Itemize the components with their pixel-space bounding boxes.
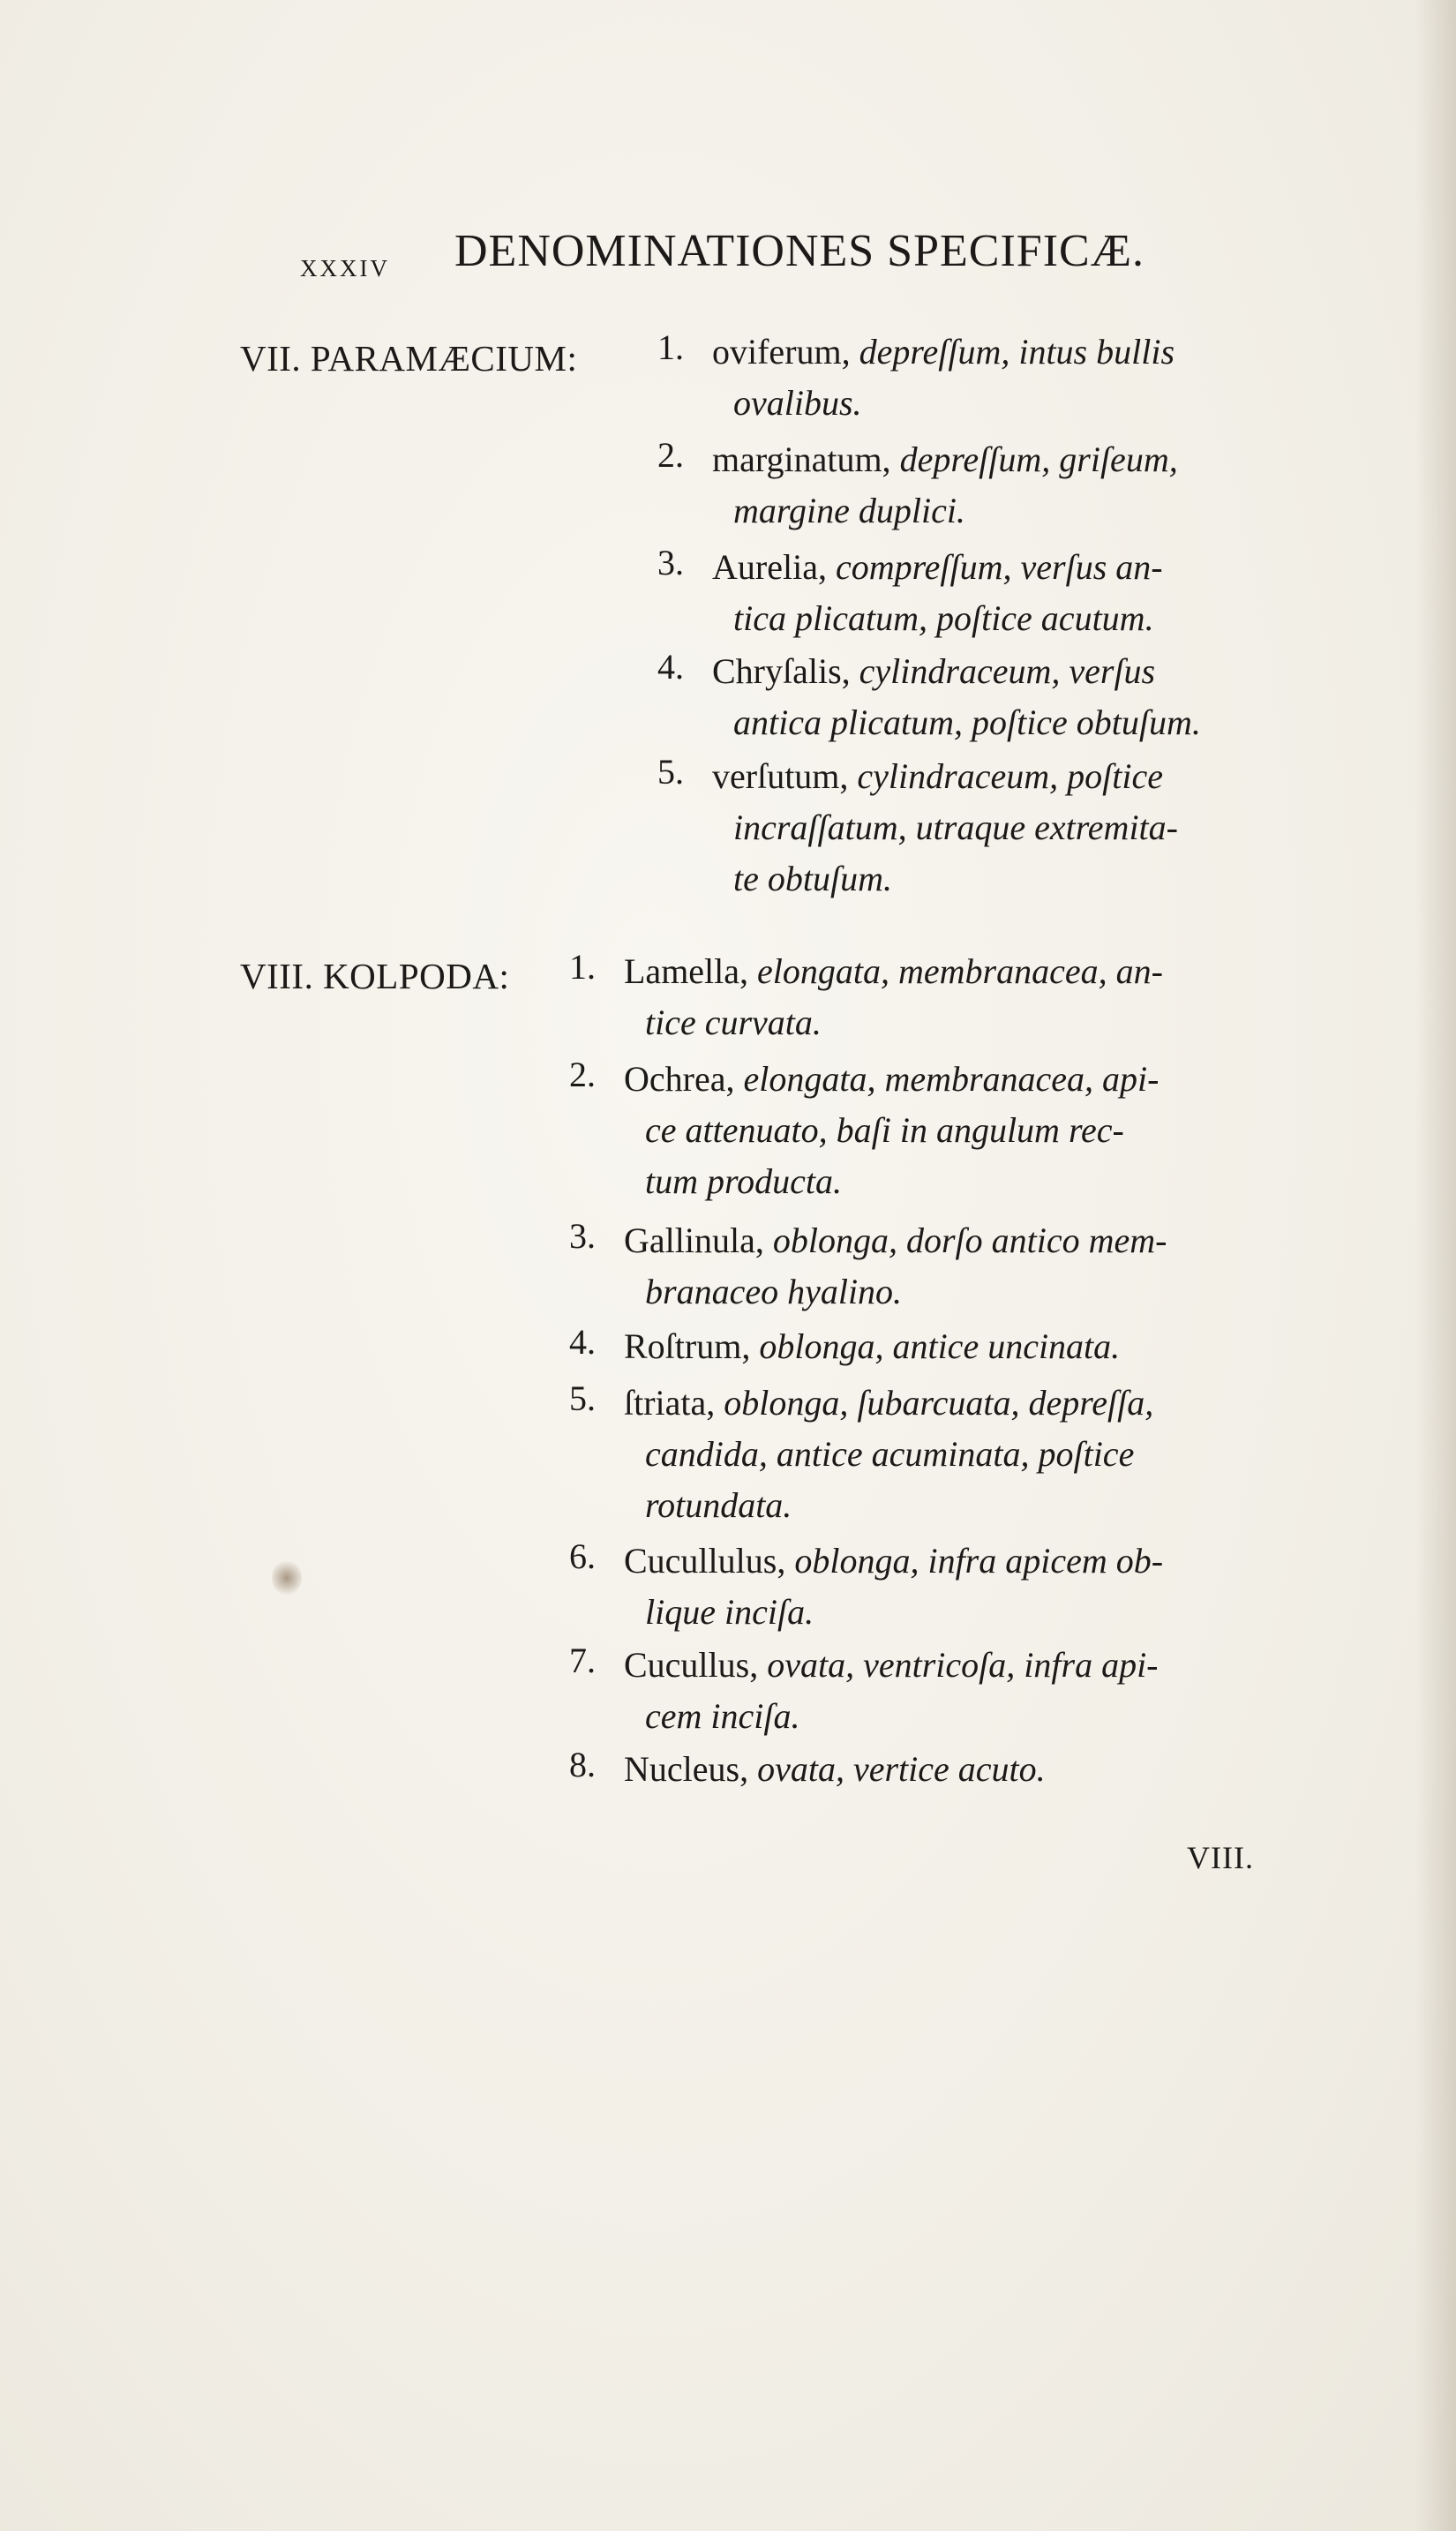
entry-line	[624, 1744, 1205, 1795]
entry-continuation: cem inciſa.	[645, 1696, 800, 1736]
entry-continuation: branaceo hyalino.	[645, 1272, 903, 1311]
page-number: xxxiv	[300, 247, 390, 284]
species-number: 8.	[569, 1745, 596, 1784]
species-number: 3.	[657, 543, 684, 582]
entry-continuation: te obtuſum.	[733, 859, 892, 898]
species-name: Lamella,	[624, 951, 758, 991]
species-number: 4.	[569, 1322, 596, 1362]
entry-continuation: tum producta.	[645, 1161, 842, 1201]
species-entry	[569, 1054, 1205, 1207]
page-edge-shadow	[1415, 0, 1456, 2531]
species-entry	[569, 1744, 1205, 1795]
running-title: DENOMINATIONES SPECIFICÆ.	[454, 226, 1145, 276]
species-entry	[657, 434, 1293, 537]
species-entry	[569, 1536, 1205, 1638]
catchword: VIII.	[1187, 1840, 1254, 1875]
species-name: Cucullus,	[624, 1645, 768, 1685]
species-name: Chryſalis,	[712, 651, 859, 691]
species-description: ovata, ventricoſa, infra api-	[767, 1645, 1159, 1685]
species-number: 1.	[657, 327, 684, 367]
species-description: elongata, membranacea, api-	[743, 1059, 1160, 1099]
genus-label: VII. PARAMÆCIUM:	[240, 338, 578, 379]
entry-continuation: ovalibus.	[733, 383, 862, 423]
species-description: oblonga, ſubarcuata, depreſſa,	[724, 1383, 1154, 1423]
entry-continuation: ce attenuato, baſi in angulum rec-	[645, 1110, 1124, 1150]
species-name: Cucullulus,	[624, 1541, 795, 1581]
entry-continuation: tice curvata.	[645, 1003, 822, 1042]
species-name: verſutum,	[712, 756, 858, 796]
entry-continuation: candida, antice acuminata, poſtice	[645, 1434, 1135, 1474]
species-description: compreſſum, verſus an-	[835, 547, 1163, 587]
species-name: Nucleus,	[624, 1749, 758, 1789]
entry-line	[712, 434, 1293, 485]
species-description: depreſſum, intus bullis	[859, 332, 1175, 372]
entry-continuation: margine duplici.	[733, 491, 965, 530]
entry-line	[712, 327, 1293, 378]
species-number: 5.	[657, 752, 684, 792]
species-entry	[569, 1640, 1205, 1742]
species-number: 6.	[569, 1536, 596, 1576]
species-name: Roſtrum,	[624, 1326, 760, 1366]
species-number: 4.	[657, 647, 684, 687]
entry-line	[712, 646, 1293, 697]
species-entry	[657, 646, 1293, 748]
species-name: Ochrea,	[624, 1059, 744, 1099]
entry-line	[624, 1054, 1205, 1105]
species-number: 2.	[569, 1055, 596, 1094]
entry-continuation: lique inciſa.	[645, 1592, 814, 1632]
species-name: marginatum,	[712, 439, 900, 479]
species-entry	[569, 1215, 1205, 1318]
species-description: elongata, membranacea, an-	[757, 951, 1163, 991]
species-number: 5.	[569, 1378, 596, 1418]
foxing-stain	[272, 1560, 302, 1596]
species-number: 1.	[569, 947, 596, 987]
species-number: 2.	[657, 435, 684, 475]
entry-continuation: antica plicatum, poſtice obtuſum.	[733, 702, 1201, 742]
entry-line	[712, 751, 1293, 802]
genus-label: VIII. KOLPODA:	[240, 956, 510, 996]
species-description: oblonga, antice uncinata.	[759, 1326, 1121, 1366]
entry-continuation: incraſſatum, utraque extremita-	[733, 807, 1178, 847]
species-description: oblonga, dorſo antico mem-	[772, 1220, 1167, 1260]
species-entry	[657, 542, 1293, 644]
species-entry	[569, 946, 1205, 1048]
species-description: oblonga, infra apicem ob-	[794, 1541, 1164, 1581]
species-description: ovata, vertice acuto.	[757, 1749, 1046, 1789]
species-entry	[657, 327, 1293, 429]
entry-line	[624, 1640, 1205, 1691]
species-name: oviferum,	[712, 332, 859, 372]
entry-line	[624, 1321, 1205, 1372]
entry-continuation: tica plicatum, poſtice acutum.	[733, 598, 1154, 638]
species-description: cylindraceum, poſtice	[857, 756, 1163, 796]
species-entry	[569, 1321, 1205, 1372]
species-name: Gallinula,	[624, 1220, 773, 1260]
species-entry	[569, 1378, 1205, 1531]
entry-line	[624, 1378, 1205, 1429]
entry-line	[712, 542, 1293, 593]
entry-line	[624, 1536, 1205, 1587]
entry-line	[624, 1215, 1205, 1266]
species-description: depreſſum, griſeum,	[899, 439, 1178, 479]
page-header	[300, 225, 1235, 296]
entry-continuation: rotundata.	[645, 1485, 792, 1525]
species-entry	[657, 751, 1293, 905]
species-number: 3.	[569, 1216, 596, 1256]
species-name: Aurelia,	[712, 547, 836, 587]
species-name: ſtriata,	[624, 1383, 724, 1423]
entry-line	[624, 946, 1205, 997]
species-number: 7.	[569, 1641, 596, 1680]
species-description: cylindraceum, verſus	[859, 651, 1156, 691]
